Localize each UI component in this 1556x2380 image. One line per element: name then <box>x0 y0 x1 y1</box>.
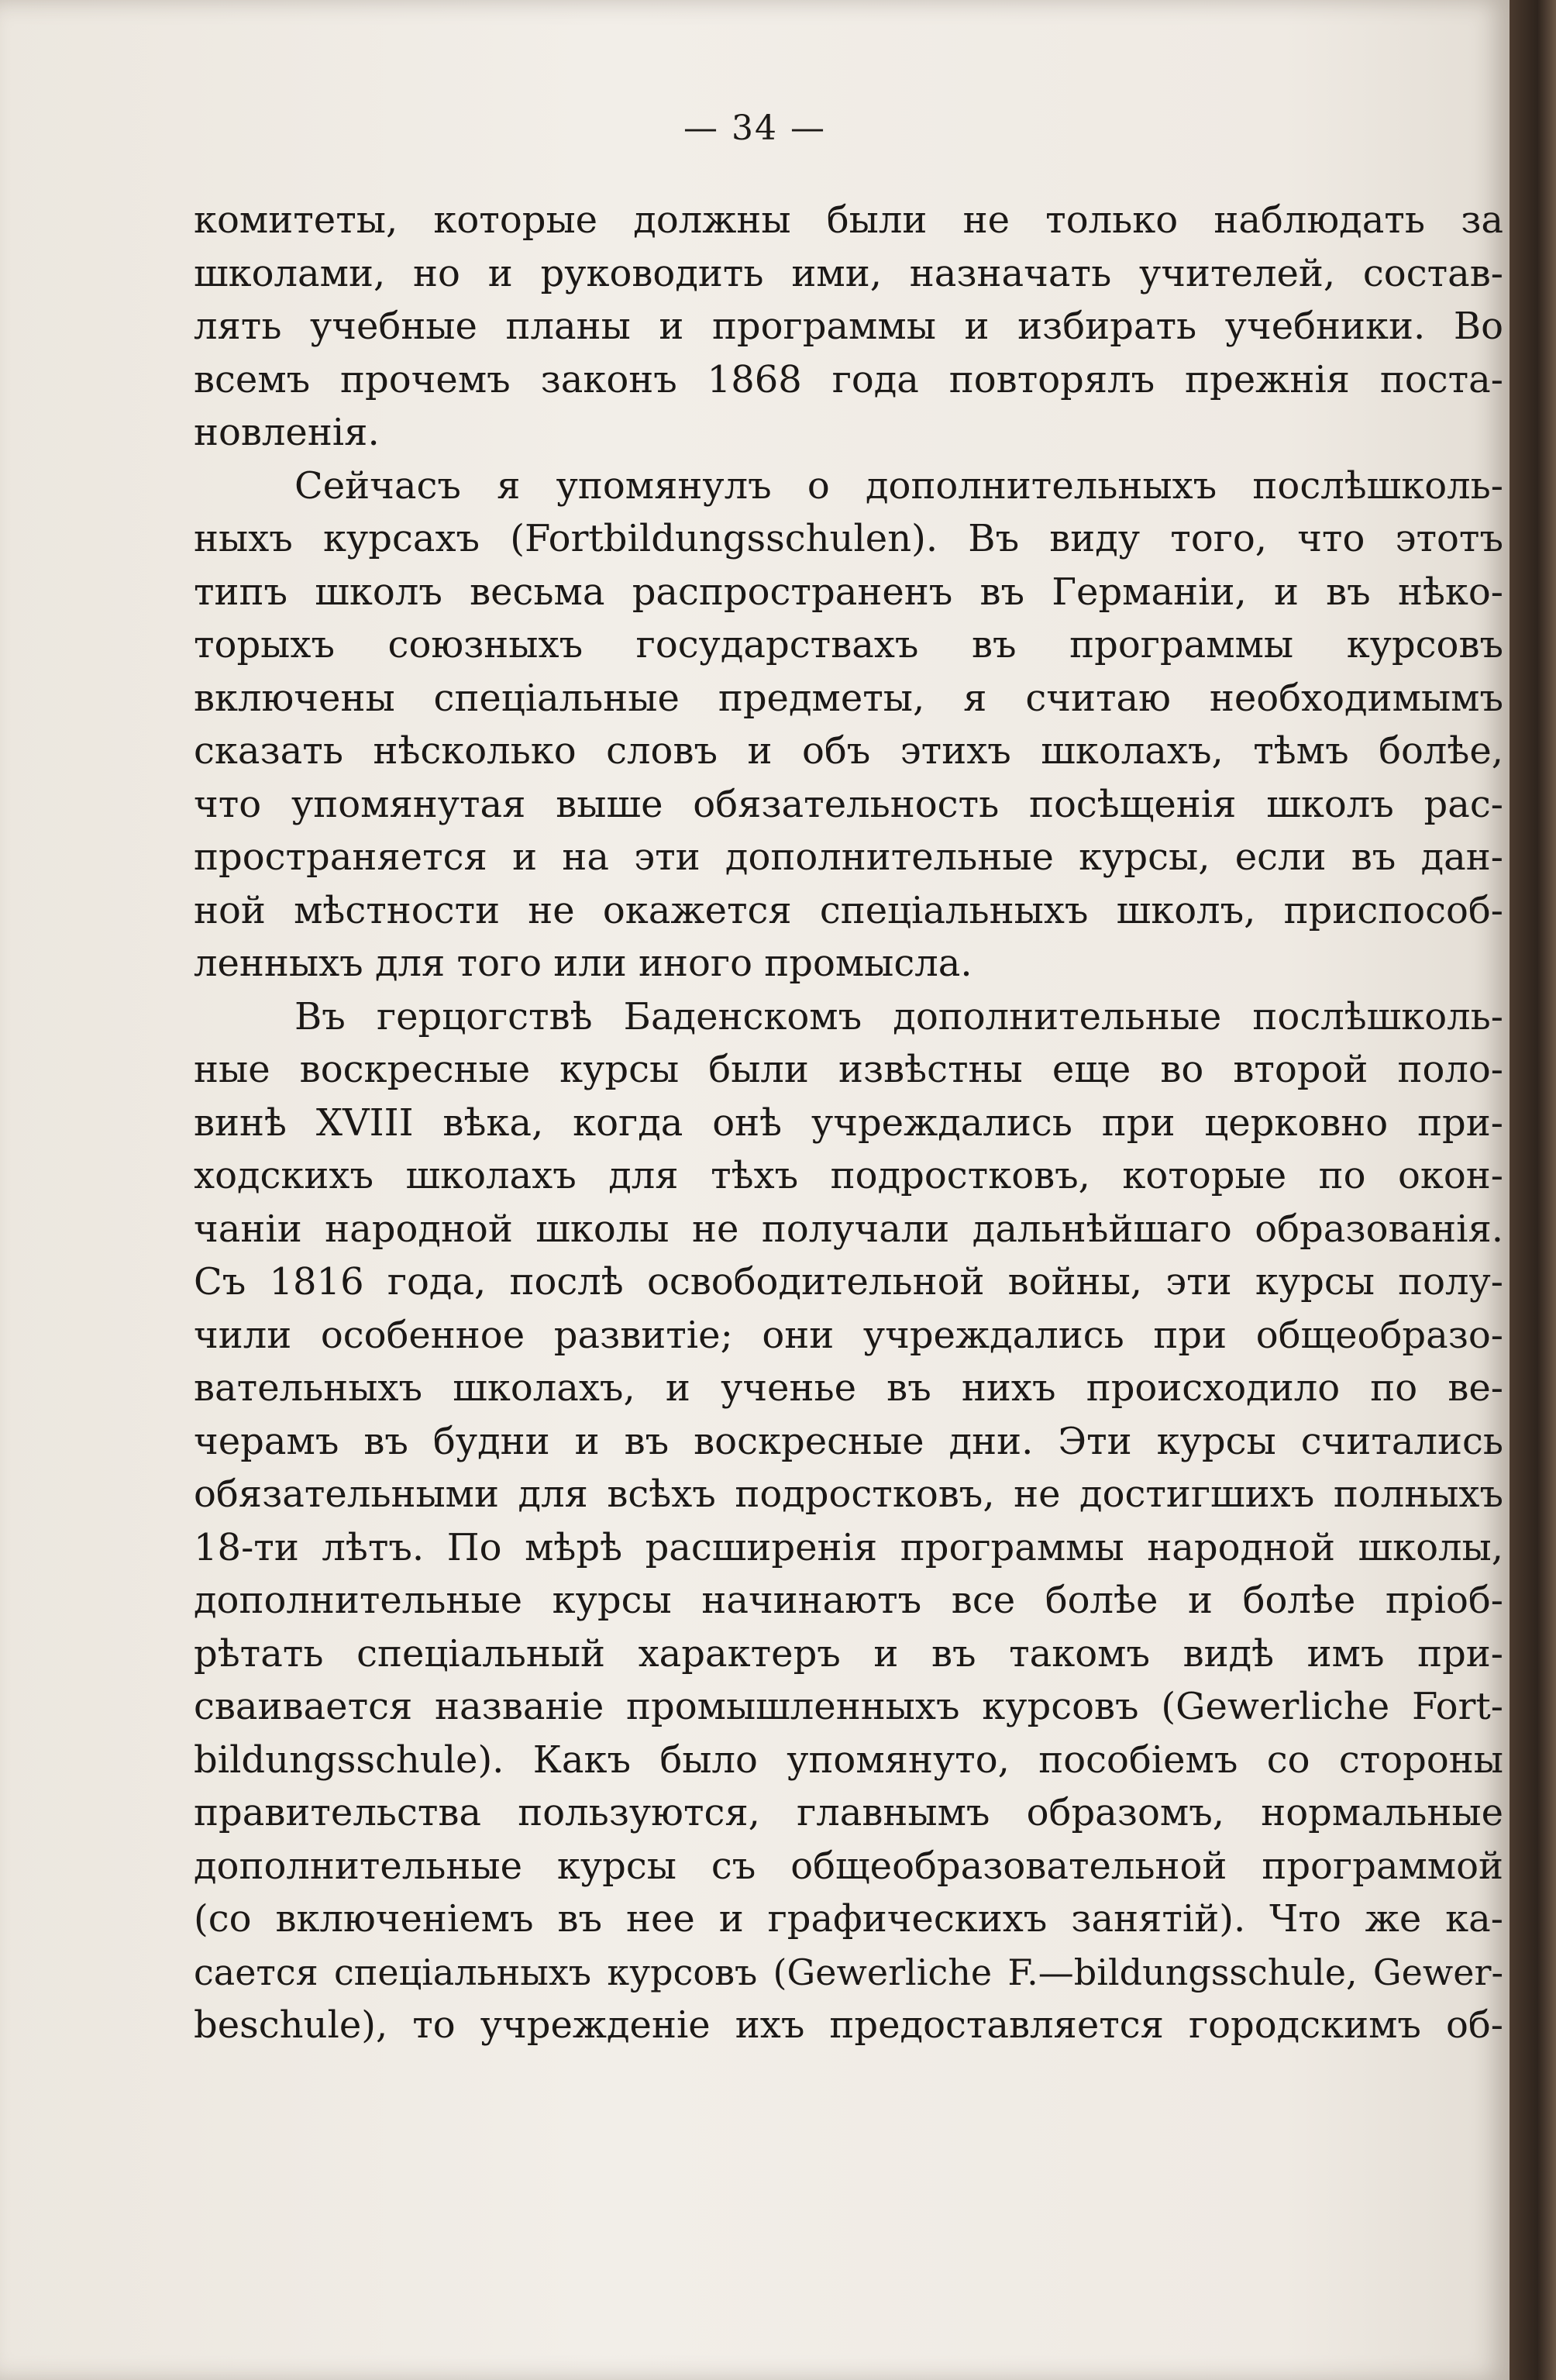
text-line: ные воскресные курсы были извѣстны еще во второй поло- <box>194 1048 1503 1091</box>
text-line: что упомянутая выше обязательность посѣщенія школъ рас- <box>194 782 1503 826</box>
book-spine-edge <box>1510 0 1556 2380</box>
text-line: сается спеціальныхъ курсовъ (Gewerliche F.—bildungsschule, Gewer- <box>194 1951 1503 1993</box>
text-line: сваивается названіе промышленныхъ курсовъ (Gewerliche Fort- <box>194 1685 1503 1728</box>
text-line: 18-ти лѣтъ. По мѣрѣ расширенія программы народной школы, <box>194 1525 1503 1569</box>
text-line: сказать нѣсколько словъ и объ этихъ школахъ, тѣмъ болѣе, <box>194 729 1503 773</box>
text-line: лять учебные планы и программы и избирать учебники. Во <box>194 305 1503 348</box>
text-line: торыхъ союзныхъ государствахъ въ программы курсовъ <box>194 623 1503 666</box>
page-number: — 34 — <box>683 108 826 148</box>
text-line: включены спеціальные предметы, я считаю необходимымъ <box>194 676 1503 720</box>
text-line: bildungsschule). Какъ было упомянуто, пособіемъ со стороны <box>194 1738 1503 1782</box>
text-line: чили особенное развитіе; они учреждались при общеобразо- <box>194 1313 1503 1357</box>
text-line: обязательными для всѣхъ подростковъ, не достигшихъ полныхъ <box>194 1472 1503 1516</box>
text-line: beschule), то учрежденіе ихъ предоставляется городскимъ об- <box>194 2003 1503 2047</box>
text-line: винѣ XVIII вѣка, когда онѣ учреждались при церковно при- <box>194 1100 1503 1145</box>
text-line: ленныхъ для того или иного промысла. <box>194 942 972 985</box>
text-line: школами, но и руководить ими, назначать учителей, состав- <box>194 251 1503 295</box>
page-body-text <box>194 194 1503 2052</box>
text-line: комитеты, которые должны были не только наблюдать за <box>194 198 1503 242</box>
text-line: черамъ въ будни и въ воскресные дни. Эти курсы считались <box>194 1419 1503 1463</box>
paragraph-first-line: Сейчасъ я упомянулъ о дополнительныхъ послѣшколь- <box>294 463 1503 508</box>
text-line: ной мѣстности не окажется спеціальныхъ школъ, приспособ- <box>194 888 1503 932</box>
text-line: всемъ прочемъ законъ 1868 года повторялъ прежнія поста- <box>194 357 1503 401</box>
text-line: вательныхъ школахъ, и ученье въ нихъ происходило по ве- <box>194 1366 1503 1410</box>
text-line: ходскихъ школахъ для тѣхъ подростковъ, которые по окон- <box>194 1154 1503 1197</box>
text-line: Съ 1816 года, послѣ освободительной войны, эти курсы полу- <box>194 1260 1503 1304</box>
text-line: правительства пользуются, главнымъ образомъ, нормальные <box>194 1791 1503 1834</box>
text-line: типъ школъ весьма распространенъ въ Германіи, и въ нѣко- <box>194 570 1503 614</box>
text-line: дополнительные курсы съ общеобразовательной программой <box>194 1844 1503 1888</box>
text-line: дополнительные курсы начинаютъ все болѣе и болѣе пріоб- <box>194 1579 1503 1622</box>
text-line: рѣтать спеціальный характеръ и въ такомъ видѣ имъ при- <box>194 1631 1503 1676</box>
text-line: ныхъ курсахъ (Fortbildungsschulen). Въ виду того, что этотъ <box>194 517 1503 560</box>
text-line: чаніи народной школы не получали дальнѣйшаго образованія. <box>194 1207 1503 1251</box>
text-line: пространяется и на эти дополнительные курсы, если въ дан- <box>194 835 1503 879</box>
paragraph-first-line: Въ герцогствѣ Баденскомъ дополнительные послѣшколь- <box>294 994 1503 1038</box>
text-line: (со включеніемъ въ нее и графическихъ занятій). Что же ка- <box>194 1897 1503 1941</box>
text-line: новленія. <box>194 411 380 454</box>
